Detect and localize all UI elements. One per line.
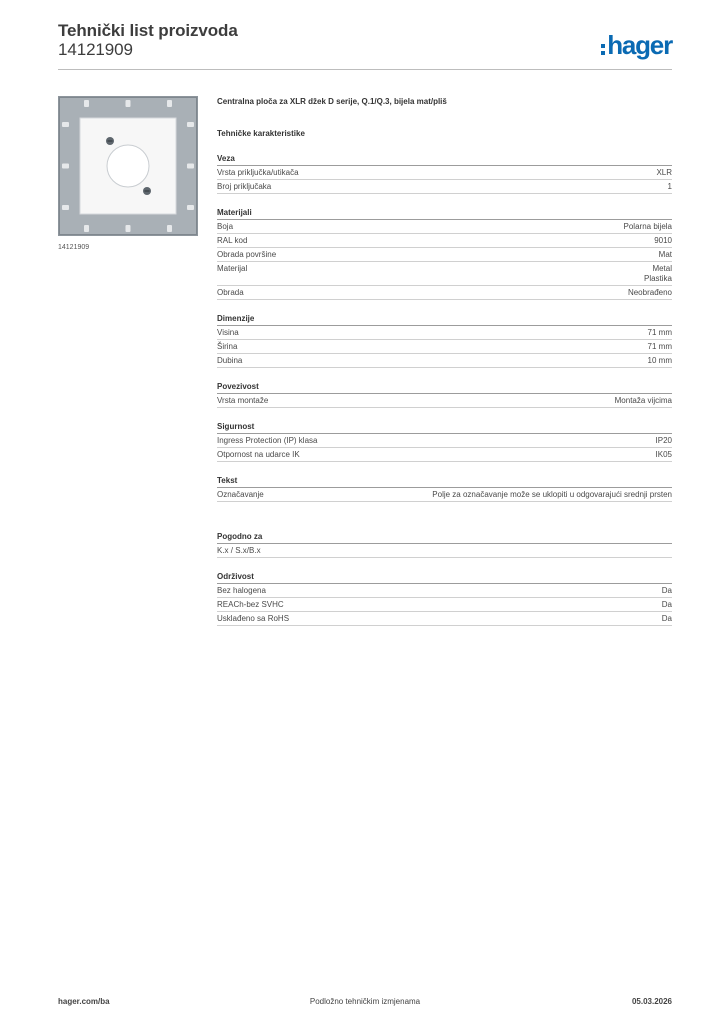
- spec-row: [217, 220, 672, 234]
- section-title: Povezivost: [217, 380, 672, 394]
- section-title: Veza: [217, 152, 672, 166]
- spec-value: [656, 168, 672, 178]
- spec-label: Broj priključaka: [217, 181, 272, 191]
- spec-row: [217, 394, 672, 408]
- spec-row: [217, 340, 672, 354]
- spec-row: [217, 598, 672, 612]
- spec-label: Obrada: [217, 287, 244, 297]
- spec-label: Širina: [217, 341, 238, 351]
- section-tekst: [217, 474, 672, 502]
- section-title: Dimenzije: [217, 312, 672, 326]
- spec-label: Materijal: [217, 263, 248, 273]
- spec-label: Vrsta priključka/utikača: [217, 167, 299, 177]
- spec-value: [432, 490, 672, 500]
- section-title: Tekst: [217, 474, 672, 488]
- footer-date: 05.03.2026: [631, 997, 672, 1006]
- spec-value-line: 71 mm: [647, 341, 672, 351]
- spec-value-line: Da: [661, 613, 672, 623]
- spec-value-line: Da: [661, 585, 672, 595]
- spec-value: [648, 356, 672, 366]
- spec-row: [217, 248, 672, 262]
- spec-value: [662, 614, 672, 624]
- spec-value: [648, 328, 672, 338]
- section-odrzivost: [217, 570, 672, 626]
- section-title: Materijali: [217, 206, 672, 220]
- thumbnail-caption: 14121909: [58, 244, 90, 251]
- spec-value-line: 71 mm: [647, 327, 672, 337]
- page-header: [58, 20, 672, 68]
- spec-row: [217, 234, 672, 248]
- spec-value: [662, 600, 672, 610]
- spec-row: [217, 448, 672, 462]
- spec-content: [217, 96, 672, 626]
- spec-label: Otpornost na udarce IK: [217, 449, 300, 459]
- spec-label: K.x / S.x/B.x: [217, 545, 261, 555]
- xlr-cover-plate-image: [58, 96, 198, 236]
- spec-label: Vrsta montaže: [217, 395, 269, 405]
- spec-value-line: Plastika: [643, 273, 672, 283]
- footer-website[interactable]: hager.com/ba: [58, 997, 110, 1006]
- section-title: Pogodno za: [217, 530, 672, 544]
- spec-label: Bez halogena: [217, 585, 266, 595]
- spec-label: Dubina: [217, 355, 243, 365]
- document-title: Tehnički list proizvoda: [58, 21, 238, 40]
- spec-label: Boja: [217, 221, 234, 231]
- spec-row: [217, 326, 672, 340]
- footer-notice: Podložno tehničkim izmjenama: [309, 997, 421, 1006]
- spec-value-line: Mat: [658, 249, 672, 259]
- spec-row: [217, 286, 672, 300]
- page-footer: [58, 997, 672, 1009]
- spec-row: [217, 354, 672, 368]
- spec-value: [656, 450, 672, 460]
- hager-logo[interactable]: [601, 26, 672, 60]
- spec-value: [648, 342, 672, 352]
- section-title: Sigurnost: [217, 420, 672, 434]
- spec-value: [624, 222, 672, 232]
- spec-value-line: 9010: [654, 235, 672, 245]
- spec-value-line: XLR: [656, 167, 672, 177]
- spec-value: [615, 396, 672, 406]
- spec-label: Ingress Protection (IP) klasa: [217, 435, 318, 445]
- product-thumbnail: [58, 96, 198, 236]
- spec-value-line: Montaža vijcima: [614, 395, 672, 405]
- document-number: 14121909: [58, 40, 133, 59]
- spec-value: [662, 586, 672, 596]
- spec-value-line: 10 mm: [647, 355, 672, 365]
- product-title: Centralna ploča za XLR džek D serije, Q.1/Q.3, bijela mat/pliš: [217, 97, 447, 106]
- spec-row: [217, 166, 672, 180]
- section-povezivost: [217, 380, 672, 408]
- section-dimenzije: [217, 312, 672, 368]
- section-title: Održivost: [217, 570, 672, 584]
- colon-dots-icon: [601, 41, 605, 60]
- spec-label: Označavanje: [217, 489, 264, 499]
- spec-value-line: Neobrađeno: [627, 287, 672, 297]
- spec-value-line: Polje za označavanje može se uklopiti u odgovarajući srednji prsten: [432, 489, 672, 499]
- spec-row: [217, 262, 672, 286]
- spec-row: [217, 584, 672, 598]
- spec-label: Usklađeno sa RoHS: [217, 613, 290, 623]
- spec-label: REACh-bez SVHC: [217, 599, 284, 609]
- spec-value-line: IK05: [655, 449, 672, 459]
- spec-row: [217, 180, 672, 194]
- spec-value: [656, 436, 672, 446]
- tech-characteristics-heading: Tehničke karakteristike: [217, 129, 305, 138]
- spec-row: [217, 434, 672, 448]
- spec-value-line: Da: [661, 599, 672, 609]
- spec-label: Visina: [217, 327, 239, 337]
- spec-label: Obrada površine: [217, 249, 277, 259]
- spec-value: [644, 264, 672, 284]
- spec-row: [217, 544, 672, 558]
- spec-row: [217, 612, 672, 626]
- spec-value-line: Polarna bijela: [623, 221, 672, 231]
- section-veza: [217, 152, 672, 194]
- spec-value-line: IP20: [655, 435, 672, 445]
- logo-text: hager: [607, 30, 672, 60]
- spec-value: [668, 182, 672, 192]
- section-materijali: [217, 206, 672, 300]
- spec-label: RAL kod: [217, 235, 248, 245]
- spec-value-line: 1: [667, 181, 672, 191]
- spec-sections: [217, 152, 672, 626]
- spec-value: [659, 250, 672, 260]
- section-pogodno-za: [217, 530, 672, 558]
- header-divider: [58, 69, 672, 70]
- spec-value: [628, 288, 672, 298]
- section-sigurnost: [217, 420, 672, 462]
- spec-row: [217, 488, 672, 502]
- spec-value-line: Metal: [652, 263, 672, 273]
- spec-value: [654, 236, 672, 246]
